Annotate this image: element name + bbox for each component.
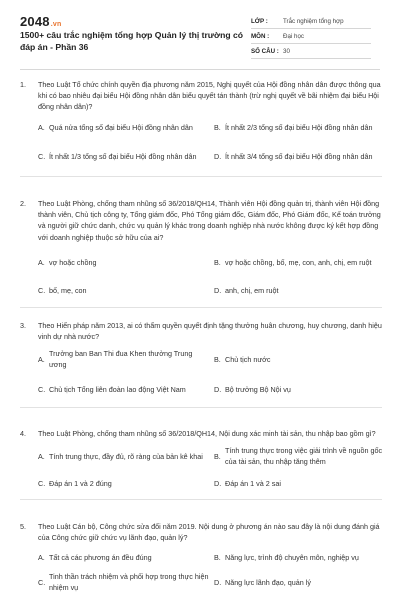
question-4: [20, 428, 382, 500]
question-number: 5.: [20, 522, 26, 531]
option-text: Đáp án 1 và 2 đúng: [49, 478, 112, 488]
option-letter: A.: [38, 354, 45, 364]
option-text: Trưởng ban Ban Thi đua Khen thưởng Trung ương: [49, 349, 193, 370]
question-stem: [20, 428, 382, 439]
option-text: Tinh thần trách nhiệm và phối hợp trong thực hiện nhiệm vụ: [49, 572, 209, 593]
question-text: Theo Luật Tổ chức chính quyền địa phương năm 2015, Nghị quyết của Hội đồng nhân dân được thông qua khi có bao nhiêu đại biểu Hội đồng nhân dân biểu quyết tán thành (trừ nghị quyết về bãi nhiệm đại biểu Hội đồng nhân dân)?: [38, 80, 381, 112]
meta-value: Đại học: [283, 32, 304, 40]
option-text: Năng lực lãnh đạo, quản lý: [225, 577, 311, 587]
meta-row-class: [251, 14, 371, 29]
page-title: 1500+ câu trắc nghiệm tổng hợp Quản lý thị trường có đáp án - Phần 36: [20, 30, 244, 52]
question-stem: [20, 198, 382, 243]
logo-text: 2048: [20, 14, 50, 29]
option-d[interactable]: [214, 473, 386, 493]
option-b[interactable]: [214, 444, 386, 468]
header-divider: [20, 69, 380, 70]
question-number: 3.: [20, 321, 26, 330]
meta-table: [251, 14, 371, 59]
option-text: vợ hoặc chồng: [49, 258, 97, 268]
option-a[interactable]: [38, 444, 210, 468]
option-text: Quá nửa tổng số đại biểu Hội đồng nhân dân: [49, 123, 193, 133]
option-text: Chủ tịch nước: [225, 354, 271, 364]
option-letter: B.: [214, 123, 221, 133]
question-2: [20, 198, 382, 308]
option-letter: B.: [214, 552, 221, 562]
option-c[interactable]: [38, 377, 210, 401]
option-b[interactable]: [214, 116, 386, 140]
option-d[interactable]: [214, 144, 386, 170]
option-letter: A.: [38, 123, 45, 133]
site-logo[interactable]: [20, 14, 61, 29]
meta-value: 30: [283, 47, 290, 55]
option-text: anh, chị, em ruột: [225, 286, 279, 296]
options: [38, 116, 382, 170]
option-letter: D.: [214, 478, 222, 488]
question-5: [20, 521, 382, 594]
option-b[interactable]: [214, 347, 386, 371]
option-text: Chủ tịch Tổng liên đoàn lao động Việt Nam: [49, 384, 186, 394]
option-a[interactable]: [38, 251, 210, 275]
option-letter: B.: [214, 451, 221, 461]
option-letter: C.: [38, 478, 46, 488]
question-stem: [20, 521, 382, 543]
option-letter: D.: [214, 286, 222, 296]
question-1: [20, 79, 382, 177]
option-c[interactable]: [38, 144, 210, 170]
question-number: 2.: [20, 199, 26, 208]
option-text: Đáp án 1 và 2 sai: [225, 478, 281, 488]
option-d[interactable]: [214, 281, 386, 301]
page-header: [0, 0, 400, 64]
option-letter: B.: [214, 258, 221, 268]
meta-key: LỚP :: [251, 17, 268, 25]
option-letter: A.: [38, 451, 45, 461]
option-text: Năng lực, trình độ chuyên môn, nghiệp vụ: [225, 552, 359, 562]
option-text: Ít nhất 1/3 tổng số đại biểu Hội đồng nhân dân: [49, 152, 197, 162]
option-c[interactable]: [38, 570, 210, 594]
option-text: vợ hoặc chồng, bố, mẹ, con, anh, chị, em ruột: [225, 258, 372, 268]
question-stem: [20, 79, 382, 113]
question-text: Theo Luật Phòng, chống tham nhũng số 36/2018/QH14, Thành viên Hội đồng quản trị, thành viên Hội đồng thành viên, Chủ tịch công ty, Tổng giám đốc, Phó Tổng giám đốc, Giám đốc, Phó Giám đốc, Kế toán trưởng và người giữ chức danh, chức vụ quản lý khác trong doanh nghiệp nhà nước không được ký kết hợp đồng với doanh nghiệp thuộc sở hữu của ai?: [38, 199, 381, 242]
option-a[interactable]: [38, 347, 210, 371]
option-a[interactable]: [38, 549, 210, 565]
option-text: Tính trung thực trong việc giải trình về nguồn gốc của tài sản, thu nhập tăng thêm: [225, 446, 383, 467]
options: [38, 251, 382, 301]
question-text: Theo Luật Cán bộ, Công chức sửa đổi năm 2019. Nội dung ở phương án nào sau đây là nội dung đánh giá của Công chức giữ chức vụ lãnh đạo, quản lý?: [38, 522, 380, 543]
option-b[interactable]: [214, 251, 386, 275]
option-letter: A.: [38, 552, 45, 562]
question-number: 4.: [20, 429, 26, 438]
meta-key: SỐ CÂU :: [251, 47, 279, 55]
meta-row-count: [251, 44, 371, 59]
option-text: Ít nhất 2/3 tổng số đại biểu Hội đồng nhân dân: [225, 123, 373, 133]
option-text: Tính trung thực, đầy đủ, rõ ràng của bản kê khai: [49, 451, 203, 461]
option-letter: A.: [38, 258, 45, 268]
option-letter: C.: [38, 286, 46, 296]
question-3: [20, 320, 382, 408]
options: [38, 444, 382, 493]
option-letter: C.: [38, 152, 46, 162]
meta-value: Trắc nghiệm tổng hợp: [283, 17, 344, 25]
logo-tld: .vn: [50, 21, 62, 28]
option-c[interactable]: [38, 281, 210, 301]
option-c[interactable]: [38, 473, 210, 493]
option-letter: C.: [38, 577, 46, 587]
question-text: Theo Hiến pháp năm 2013, ai có thẩm quyền quyết định tặng thưởng huân chương, huy chương, danh hiệu vinh dự nhà nước?: [38, 321, 382, 342]
question-stem: [20, 320, 382, 342]
question-divider: [20, 499, 382, 500]
option-letter: D.: [214, 152, 222, 162]
option-text: Tất cả các phương án đều đúng: [49, 552, 152, 562]
option-text: bố, mẹ, con: [49, 286, 87, 296]
option-letter: B.: [214, 354, 221, 364]
option-b[interactable]: [214, 549, 386, 565]
option-letter: D.: [214, 384, 222, 394]
options: [38, 549, 382, 594]
option-d[interactable]: [214, 570, 386, 594]
meta-key: MÔN :: [251, 32, 270, 40]
option-a[interactable]: [38, 116, 210, 140]
meta-row-subject: [251, 29, 371, 44]
option-d[interactable]: [214, 377, 386, 401]
option-text: Bộ trưởng Bộ Nội vụ: [225, 384, 291, 394]
question-divider: [20, 307, 382, 308]
question-divider: [20, 176, 382, 177]
option-letter: C.: [38, 384, 46, 394]
options: [38, 347, 382, 401]
question-number: 1.: [20, 80, 26, 89]
question-divider: [20, 407, 382, 408]
question-text: Theo Luật Phòng, chống tham nhũng số 36/2018/QH14, Nội dung xác minh tài sản, thu nhập bao gồm gì?: [38, 429, 376, 438]
option-letter: D.: [214, 577, 222, 587]
option-text: Ít nhất 3/4 tổng số đại biểu Hội đồng nhân dân: [225, 152, 373, 162]
